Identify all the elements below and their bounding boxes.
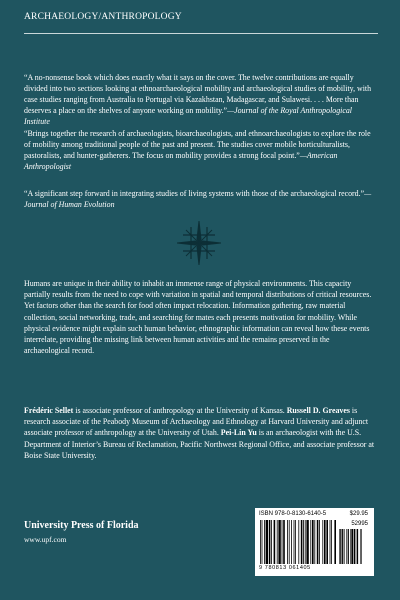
author-bios [24,405,376,461]
barcode-bar [326,520,328,564]
barcode-bar [351,529,353,564]
barcode-bar [334,520,336,564]
barcode-bar [354,529,355,564]
review-quote-3-text: “A significant step forward in integrating studies of living systems with those of the archaeological record.” [24,189,365,198]
barcode-bar [262,520,263,564]
review-quote-1-text: “A no-nonsense book which does exactly what it says on the cover. The twelve contributions are equally divided into two sections looking at ethnoarchaeological mobility and archaeological studies of mobility, with case studies ranging from Australia to Portugal via Kazakhstan, Madagascar, and Sulawesi. . . . More than deserves a place on the shelves of anyone working on mobility.” [24,73,372,115]
barcode-bar [339,529,340,564]
barcode-bar [301,520,303,564]
author-name: Russell D. Greaves [286,406,350,415]
barcode-bar [331,520,332,564]
barcode-bar [295,520,296,564]
barcode-bar [324,520,326,564]
barcode-bar [291,520,292,564]
author-name: Frédéric Sellet [24,406,74,415]
barcode-bar [340,529,341,564]
barcode-bar [319,520,320,564]
barcode-bar [306,520,308,564]
publisher-name: University Press of Florida [24,520,139,531]
barcode-bar [287,520,288,564]
author-name: Pei-Lin Yu [220,428,257,438]
barcode-bar [356,529,357,564]
barcode-bar [360,529,361,564]
barcode-bar [310,520,311,564]
barcode-bar [322,520,323,564]
price-label: $29.95 [349,511,368,517]
barcode-bar [317,520,319,564]
review-quote-3-source: —Journal of Human Evolution [24,189,372,209]
barcode-bar [303,520,304,564]
barcode-bar [350,529,351,564]
book-description: Humans are unique in their ability to inhabit an immense range of physical environments. This capacity partially results from the need to cope with variation in spatial and temporal distributions of critical resources. Yet factors other than the search for food often impact relocation. Information gathering, raw material collection, social networking, trade, and searching for mates each presents motivation for mobility. While physical evidence might explain such human behavior, ethnographic information can reveal how these events interrelate, providing the missing link between human activities and the remains preserved in the archaeological record. [24,279,372,356]
review-quote-2-source: —American Anthropologist [24,151,338,171]
barcode-bar [348,529,349,564]
barcode-bar [274,520,276,564]
author-bio: is an archaeologist with the U.S. Department of Interior’s Bureau of Reclamation, Pacific Northwest Regional Office, and associate professor at Boise State University. [24,428,375,460]
barcode-bar [305,520,306,564]
review-quote-1-source: —Journal of the Royal Anthropological Institute [24,106,352,126]
publisher-url[interactable]: www.upf.com [24,535,67,544]
barcode-block [255,508,374,576]
barcode-bar [314,520,315,564]
isbn-barcode [260,520,336,564]
barcode-bar [271,520,272,564]
barcode-bar [342,529,343,564]
barcode-bar [277,520,278,564]
barcode-digits: 9 780813 061405 [259,565,311,571]
barcode-bar [312,520,314,564]
barcode-bar [278,520,280,564]
review-quote-1 [24,72,376,127]
barcode-bar [294,520,295,564]
barcode-bar [266,520,268,564]
price-barcode [339,529,368,564]
barcode-bar [298,520,299,564]
barcode-bar [269,520,271,564]
barcode-bar [346,529,347,564]
barcode-bar [282,520,283,564]
barcode-bar [357,529,358,564]
barcode-bar [289,520,290,564]
isbn-label: ISBN 978-0-8130-6140-5 [259,511,327,517]
category-label: ARCHAEOLOGY/ANTHROPOLOGY [24,12,182,22]
review-quote-3 [24,188,376,210]
barcode-bar [330,520,331,564]
review-quote-2 [24,128,376,172]
barcode-bar [344,529,345,564]
author-bio: is research associate of the Peabody Museum of Archaeology and Ethnology at Harvard University and adjunct associate professor of anthropology at the University of Utah. [24,406,369,438]
header-divider [24,33,378,34]
author-bio: is associate professor of anthropology at the University of Kansas. [73,406,287,415]
barcode-bar [361,529,362,564]
barcode-bar [260,520,261,564]
review-quote-2-text: “Brings together the research of archaeologists, bioarchaeologists, and ethnoarchaeologists to explore the role of mobility among traditional people of the past and present. The studies cover mobile horticulturalists, pastoralists, and hunter-gatherers. The focus on mobility provides a strong focal point.” [24,129,371,160]
price-code: 52995 [351,521,368,527]
barcode-bar [283,520,285,564]
barcode-bar [264,520,265,564]
compass-star-icon [177,221,221,265]
